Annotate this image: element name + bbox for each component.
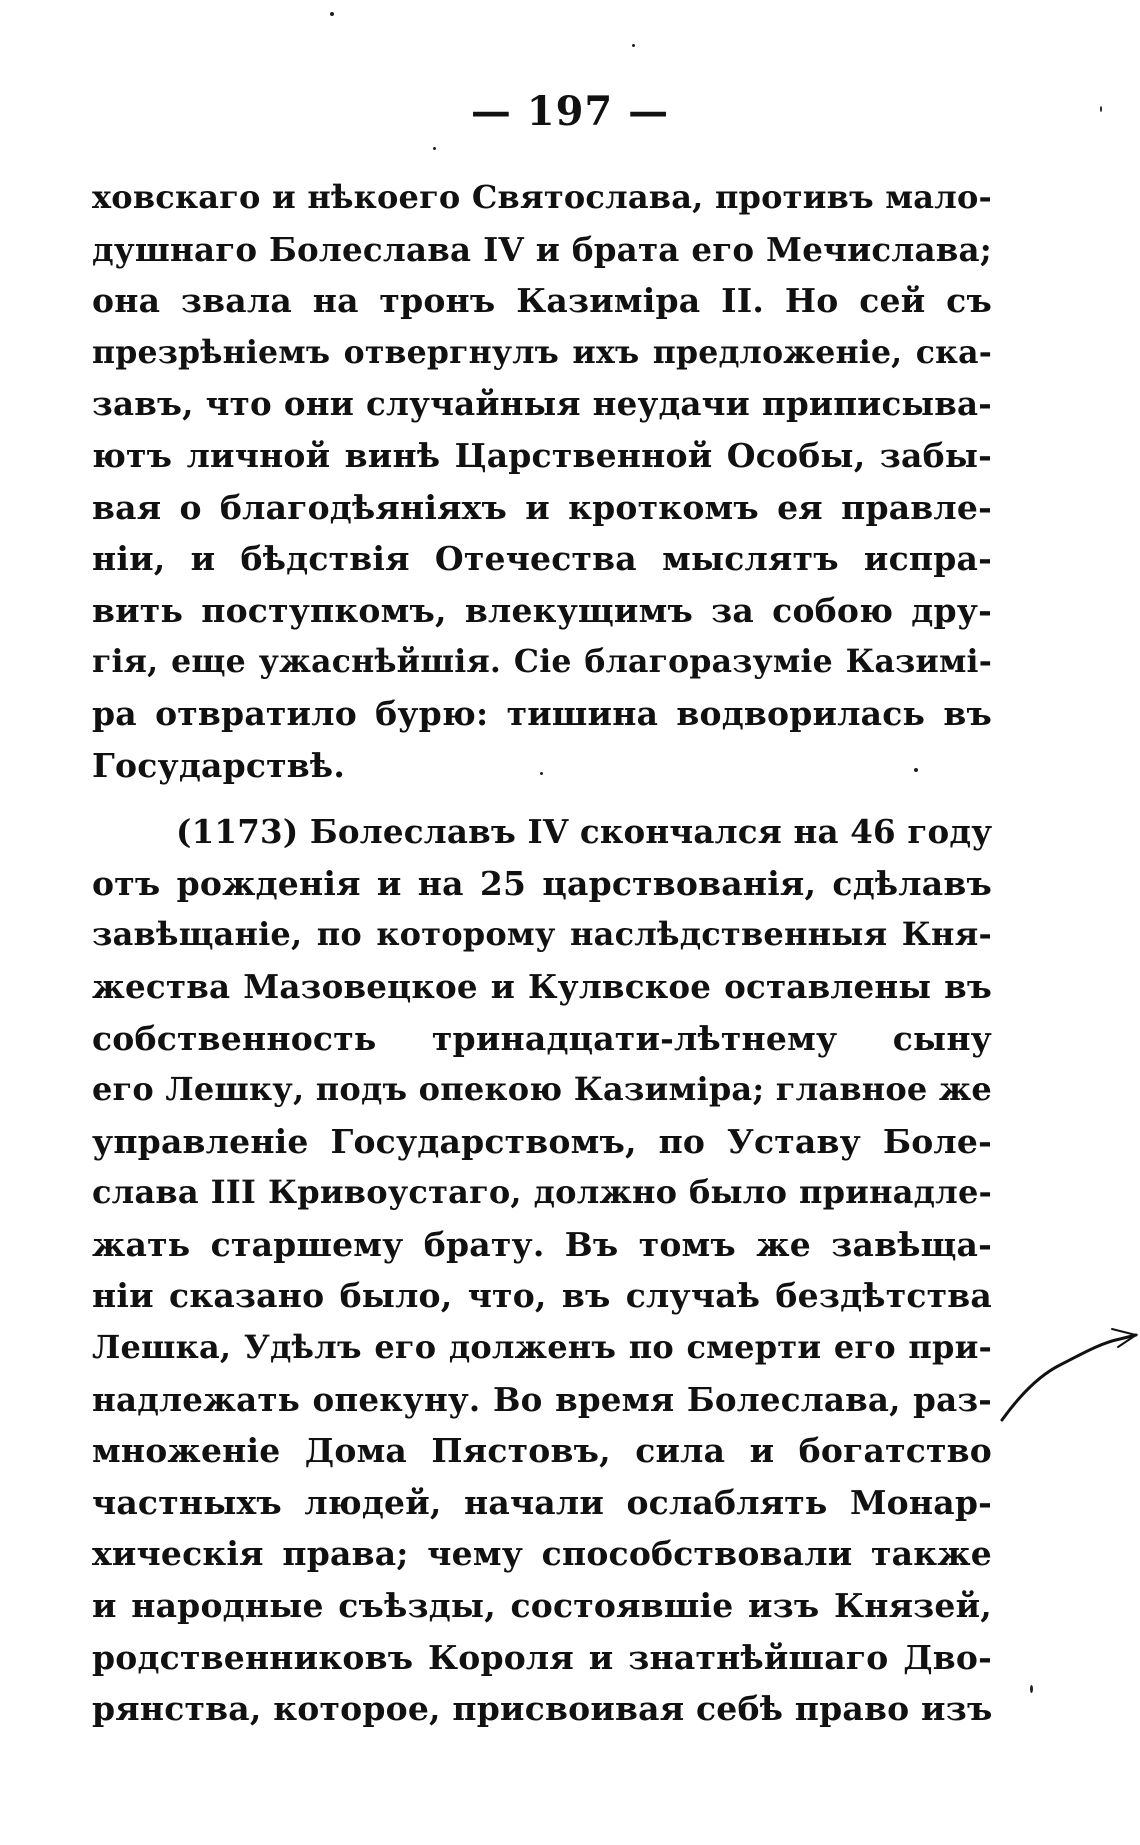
scan-speck	[914, 768, 918, 772]
text-line: собственность тринадцати-лѣтнему сыну	[92, 1018, 992, 1058]
text-line: его Лешку, подъ опекою Казиміра; главное же	[92, 1070, 992, 1109]
text-line: ніи, и бѣдствія Отечества мыслятъ испра-	[92, 539, 992, 579]
text-line: ютъ личной винѣ Царственной Особы, забы-	[92, 435, 992, 475]
body-text	[92, 172, 992, 1735]
text-line: душнаго Болеслава IV и брата его Мечислава;	[92, 229, 992, 269]
scan-speck	[1030, 1685, 1033, 1693]
text-line: презрѣніемъ отвергнулъ ихъ предложеніе, ска-	[92, 333, 992, 371]
text-line: ховскаго и нѣкоего Святослава, противъ мало-	[92, 178, 992, 216]
text-line: завѣщаніе, по которому наслѣдственныя Кня-	[92, 915, 992, 954]
text-line: завъ, что они случайныя неудачи приписыва-	[92, 384, 992, 424]
text-line: и народные съѣзды, состоявшіе изъ Князей,	[92, 1586, 992, 1626]
text-line: надлежать опекуну. Во время Болеслава, раз-	[92, 1379, 992, 1419]
text-line: гія, еще ужаснѣйшія. Сіе благоразуміе Казимі-	[92, 643, 992, 681]
paragraph-2	[92, 806, 992, 1735]
scan-speck	[1100, 106, 1102, 112]
scan-speck	[632, 44, 635, 47]
text-line: она звала на тронъ Казиміра II. Но сей съ	[92, 281, 992, 321]
text-line: вая о благодѣяніяхъ и кроткомъ ея правле-	[92, 487, 992, 527]
text-line: ніи сказано было, что, въ случаѣ бездѣтства	[92, 1276, 992, 1316]
text-line: отъ рожденія и на 25 царствованія, сдѣлавъ	[92, 863, 992, 903]
paragraph-1	[92, 172, 992, 791]
text-line: вить поступкомъ, влекущимъ за собою дру-	[92, 590, 992, 630]
text-line: хическія права; чему способствовали также	[92, 1534, 992, 1574]
text-line: слава III Кривоустаго, должно было принадле-	[92, 1173, 992, 1212]
scan-speck	[540, 772, 543, 775]
scan-speck	[433, 147, 436, 150]
margin-pen-mark	[1000, 1325, 1140, 1425]
text-line: ра отвратило бурю: тишина водворилась въ	[92, 693, 992, 733]
text-line: множеніе Дома Пястовъ, сила и богатство	[92, 1431, 992, 1471]
text-line: Лешка, Удѣлъ его долженъ по смерти его при-	[92, 1328, 992, 1367]
text-line: Государствѣ.	[92, 745, 346, 785]
text-line: частныхъ людей, начали ослаблять Монар-	[92, 1482, 992, 1522]
scan-speck	[330, 12, 334, 16]
paragraph-gap	[92, 791, 992, 806]
text-line: управленіе Государствомъ, по Уставу Боле-	[92, 1121, 992, 1161]
text-line: рянства, которое, присвоивая себѣ право изъ	[92, 1689, 993, 1729]
text-line: (1173) Болеславъ IV скончался на 46 году	[176, 812, 993, 852]
text-line: родственниковъ Короля и знатнѣйшаго Дво-	[92, 1637, 992, 1677]
text-line: жества Мазовецкое и Кулвское оставлены въ	[92, 966, 992, 1006]
text-line: жать старшему брату. Въ томъ же завѣща-	[92, 1224, 992, 1264]
page-number: — 197 —	[470, 88, 670, 135]
